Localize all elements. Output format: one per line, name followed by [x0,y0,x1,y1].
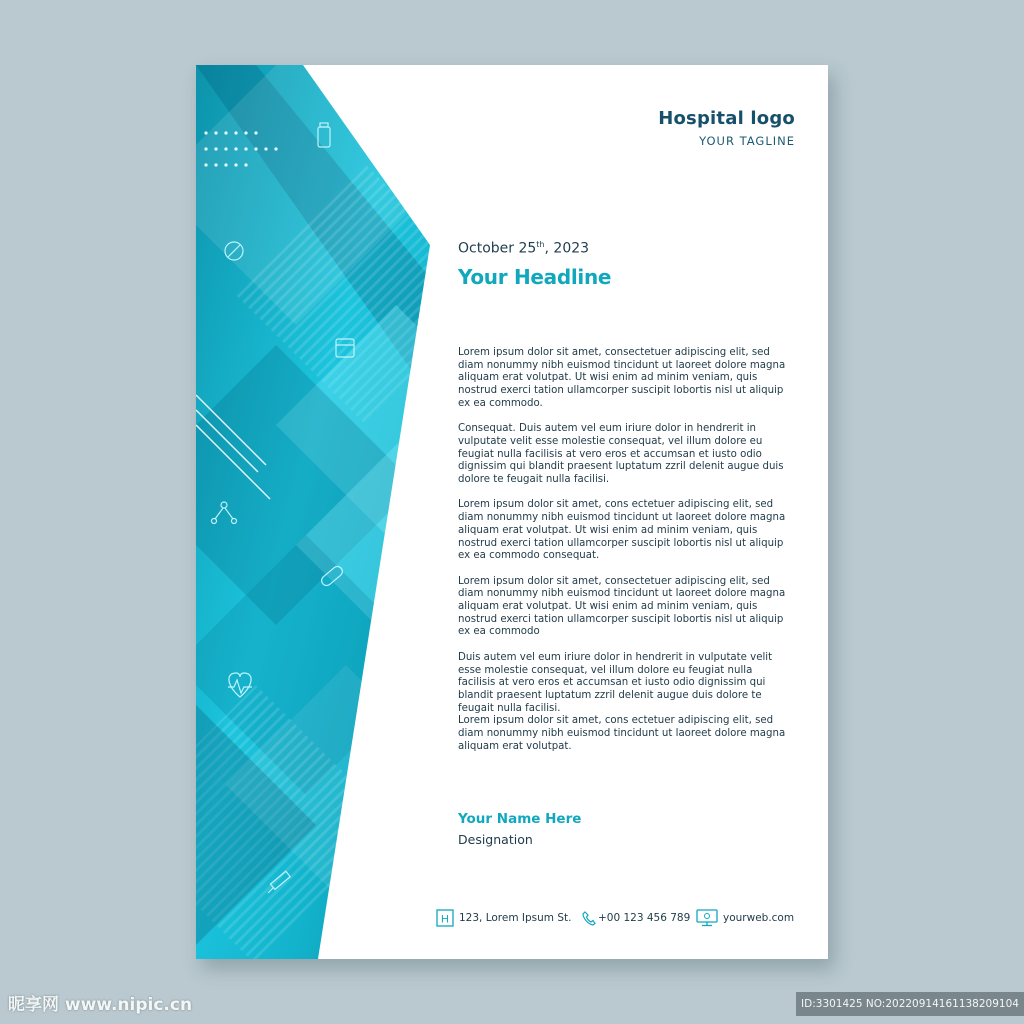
logo-tagline: YOUR TAGLINE [699,134,795,148]
paragraph: Lorem ipsum dolor sit amet, cons ectetuer adipiscing elit, sed diam nonummy nibh euismod tincidunt ut laoreet dolore magna aliquam erat volutpat. [458,715,786,752]
website-link[interactable]: yourweb.com [723,912,795,924]
id-watermark: ID:3301425 NO:20220914161138209104 [796,992,1024,1016]
footer-phone [582,908,690,928]
hospital-h-icon [436,909,454,927]
date-suffix: th [536,240,545,249]
letterhead-page [196,65,828,959]
logo-title: Hospital logo [658,108,795,129]
date-prefix: October 25 [458,240,537,257]
paragraph: Lorem ipsum dolor sit amet, consectetuer adipiscing elit, sed diam nonummy nibh euismod tincidunt ut laoreet dolore magna aliquam erat volutpat. Ut wisi enim ad minim veniam, quis nostrud exerci tation ullamcorper suscipit lobortis nisl ut aliquip ex ea commodo [458,575,786,638]
paragraph: Duis autem vel eum iriure dolor in hendrerit in vulputate velit esse molestie consequat, vel illum dolore eu feugiat nulla facilisis at vero eros et accumsan et iusto odio dignissim qui blandit praesent luptatum zzril delenit augue duis dolore te feugait nulla facilisi. [458,651,773,714]
paragraph: Lorem ipsum dolor sit amet, cons ectetuer adipiscing elit, sed diam nonummy nibh euismod tincidunt ut laoreet dolore magna aliquam erat volutpat. Ut wisi enim ad minim veniam, quis nostrud exerci tation ullamcorper suscipit lobortis nisl ut aliquip ex ea commodo consequat. [458,499,786,562]
letter-body [458,347,788,753]
footer-address [436,908,572,928]
svg-text:H: H [441,913,449,926]
signature-role: Designation [458,832,533,847]
phone-icon [582,910,596,926]
date-year: , 2023 [544,240,590,257]
site-watermark: 昵享网 www.nipic.cn [8,995,193,1015]
decorative-side-panel [196,65,436,959]
hospital-logo [658,108,795,148]
phone-text: +00 123 456 789 [598,912,691,924]
signature-name: Your Name Here [458,811,582,827]
monitor-icon [696,909,718,927]
paragraph: Consequat. Duis autem vel eum iriure dolor in hendrerit in vulputate velit esse molestie consequat, vel illum dolore eu feugiat nulla facilisis at vero eros et accumsan et iusto odio dignissim qui blandit praesent luptatum zzril delenit augue duis dolore te feugait nulla facilisi. [458,423,784,486]
footer-website[interactable] [696,908,794,928]
letter-date [458,240,589,257]
address-text: 123, Lorem Ipsum St. [459,912,572,924]
headline: Your Headline [458,265,612,289]
paragraph: Lorem ipsum dolor sit amet, consectetuer adipiscing elit, sed diam nonummy nibh euismod tincidunt ut laoreet dolore magna aliquam erat volutpat. Ut wisi enim ad minim veniam, quis nostrud exerci tation ullamcorper suscipit lobortis nisl ut aliquip ex ea commodo. [458,347,786,409]
